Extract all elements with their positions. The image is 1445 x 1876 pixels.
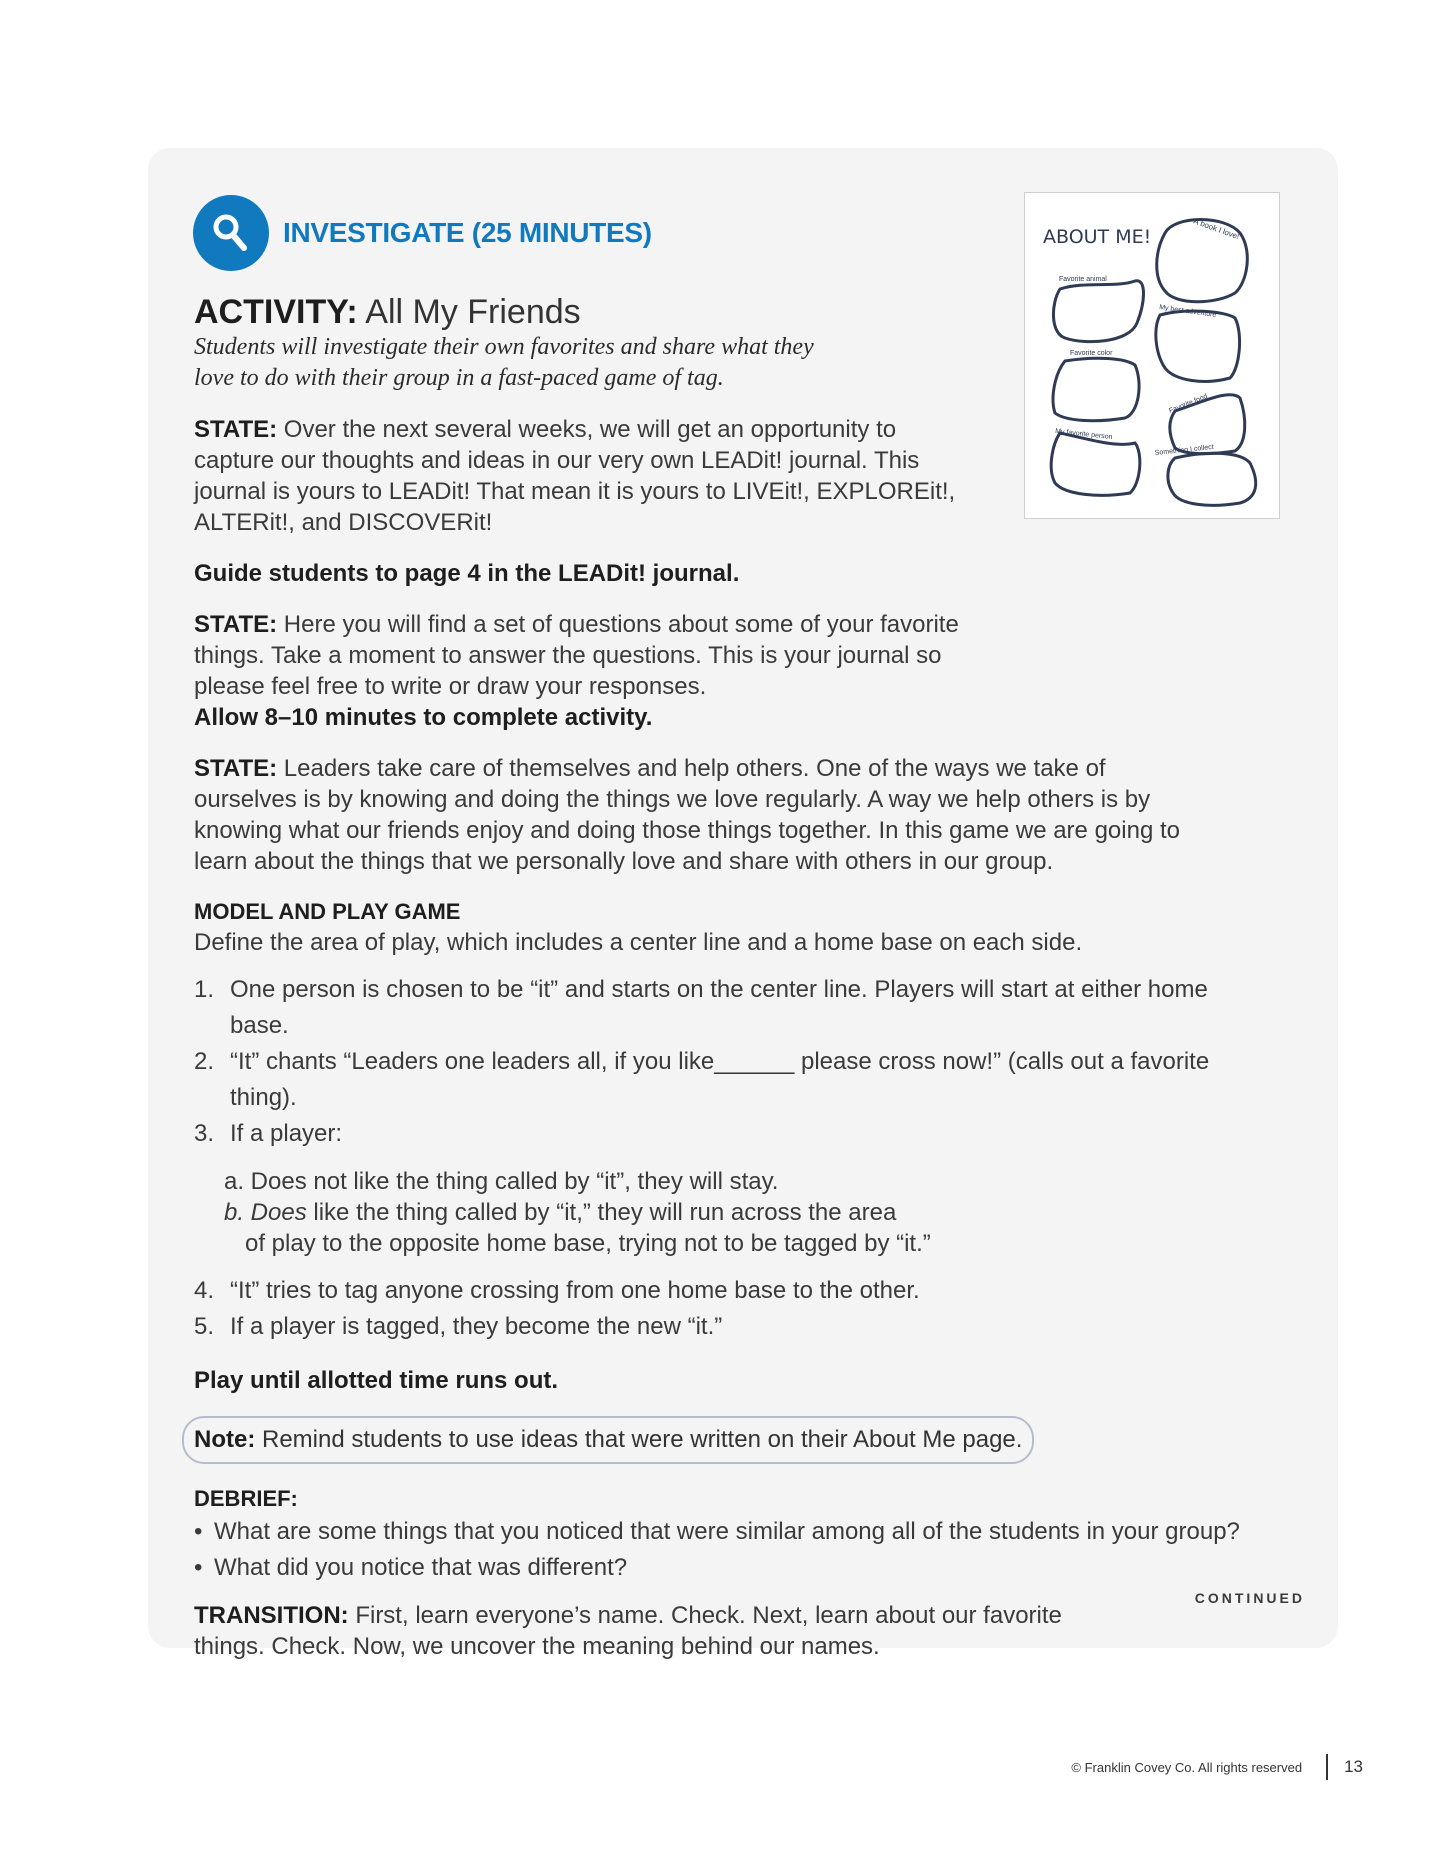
step-number: 1. xyxy=(194,976,215,1003)
list-item xyxy=(194,1309,1254,1345)
journal-prompt: A book I love! xyxy=(1192,216,1241,242)
list-item xyxy=(194,1044,1254,1116)
journal-prompt: Favorite color xyxy=(1070,350,1113,357)
sub-item-a: a. Does not like the thing called by “it”, they will stay. xyxy=(224,1168,779,1195)
bullet-icon: • xyxy=(194,1518,203,1545)
state-label: STATE: xyxy=(194,755,278,782)
step-text: If a player is tagged, they become the new “it.” xyxy=(230,1313,723,1340)
step-text: “It” chants “Leaders one leaders all, if you like______ please cross now!” (calls out a favorite thing). xyxy=(230,1048,1210,1111)
note-callout xyxy=(182,1416,1034,1464)
activity-subtitle: Students will investigate their own favorites and share what they love to do with their group in a fast-paced game of tag. xyxy=(194,334,814,391)
transition-text: First, learn everyone’s name. Check. Next, learn about our favorite things. Check. Now, we uncover the meaning behind our names. xyxy=(194,1602,1062,1660)
debrief-question: What did you notice that was different? xyxy=(214,1554,628,1581)
activity-title xyxy=(194,292,1254,332)
activity-name: All My Friends xyxy=(365,293,581,331)
lesson-content xyxy=(194,292,1254,1662)
step-text: “It” tries to tag anyone crossing from one home base to the other. xyxy=(230,1277,920,1304)
state-text: Here you will find a set of questions about some of your favorite things. Take a moment to answer the questions. This is your journal so please feel free to write or draw your responses. xyxy=(194,611,959,700)
list-item xyxy=(194,1550,1254,1586)
state-paragraph-2 xyxy=(194,609,974,702)
debrief-list xyxy=(194,1514,1254,1586)
page-footer xyxy=(1071,1754,1363,1780)
note-label: Note: xyxy=(194,1426,256,1453)
step-text: One person is chosen to be “it” and starts on the center line. Players will start at either home base. xyxy=(230,976,1208,1039)
list-item xyxy=(194,1116,1254,1152)
play-until-instruction: Play until allotted time runs out. xyxy=(194,1367,559,1394)
step-number: 5. xyxy=(194,1313,215,1340)
copyright: © Franklin Covey Co. All rights reserved xyxy=(1071,1759,1303,1775)
section-title: INVESTIGATE (25 MINUTES) xyxy=(283,217,652,248)
transition-label: TRANSITION: xyxy=(194,1602,349,1629)
list-item xyxy=(194,1514,1254,1550)
activity-label: ACTIVITY: xyxy=(194,293,358,331)
journal-prompt: Something I collect xyxy=(1154,443,1215,457)
game-heading: MODEL AND PLAY GAME xyxy=(194,899,461,924)
guide-instruction: Guide students to page 4 in the LEADit! journal. xyxy=(194,560,740,587)
game-steps xyxy=(194,972,1254,1152)
footer-divider xyxy=(1326,1754,1328,1780)
journal-prompt: My best adventure xyxy=(1158,304,1217,319)
state-text: Leaders take care of themselves and help others. One of the ways we take of ourselves is by knowing and doing the things we love regularly. A way we help others is by knowing what our friends enjoy and doing those things together. In this game we are going to learn about the things that we personally love and share with others in our group. xyxy=(194,755,1180,875)
state-paragraph-3 xyxy=(194,753,1214,877)
transition-paragraph xyxy=(194,1600,1114,1662)
journal-prompt: Favorite animal xyxy=(1059,276,1107,283)
step-number: 2. xyxy=(194,1048,215,1075)
sub-item-b-prefix: b. Does xyxy=(224,1199,307,1226)
state-label: STATE: xyxy=(194,611,278,638)
sub-item-b-continuation: of play to the opposite home base, trying not to be tagged by “it.” xyxy=(245,1230,931,1257)
debrief-question: What are some things that you noticed that were similar among all of the students in your group? xyxy=(214,1518,1240,1545)
game-intro: Define the area of play, which includes a center line and a home base on each side. xyxy=(194,929,1083,956)
journal-prompt: Favorite food xyxy=(1168,393,1209,415)
note-text: Remind students to use ideas that were written on their About Me page. xyxy=(255,1426,1023,1453)
list-item xyxy=(194,1273,1254,1309)
state-text: Over the next several weeks, we will get an opportunity to capture our thoughts and ideas in our very own LEADit! journal. This journal is yours to LEADit! That mean it is yours to LIVEit!, EXPLOREit!, ALTERit!, and DISCOVERit! xyxy=(194,416,956,536)
continued-label: CONTINUED xyxy=(1194,1590,1305,1606)
page-number: 13 xyxy=(1344,1757,1363,1776)
magnifying-glass-icon xyxy=(193,195,269,271)
step-number: 3. xyxy=(194,1120,215,1147)
journal-title: ABOUT ME! xyxy=(1043,226,1152,248)
bullet-icon: • xyxy=(194,1554,203,1581)
step-text: If a player: xyxy=(230,1120,343,1147)
allow-time-instruction: Allow 8–10 minutes to complete activity. xyxy=(194,704,653,731)
sub-item-b-text: like the thing called by “it,” they will run across the area xyxy=(306,1199,897,1226)
section-header xyxy=(193,195,652,271)
state-paragraph-1 xyxy=(194,414,974,538)
step-number: 4. xyxy=(194,1277,215,1304)
game-steps-continued xyxy=(194,1273,1254,1345)
journal-prompt: My favorite person xyxy=(1054,428,1113,442)
debrief-heading: DEBRIEF: xyxy=(194,1486,298,1511)
sub-item-b xyxy=(194,1197,1254,1259)
list-item xyxy=(194,972,1254,1044)
state-label: STATE: xyxy=(194,416,278,443)
